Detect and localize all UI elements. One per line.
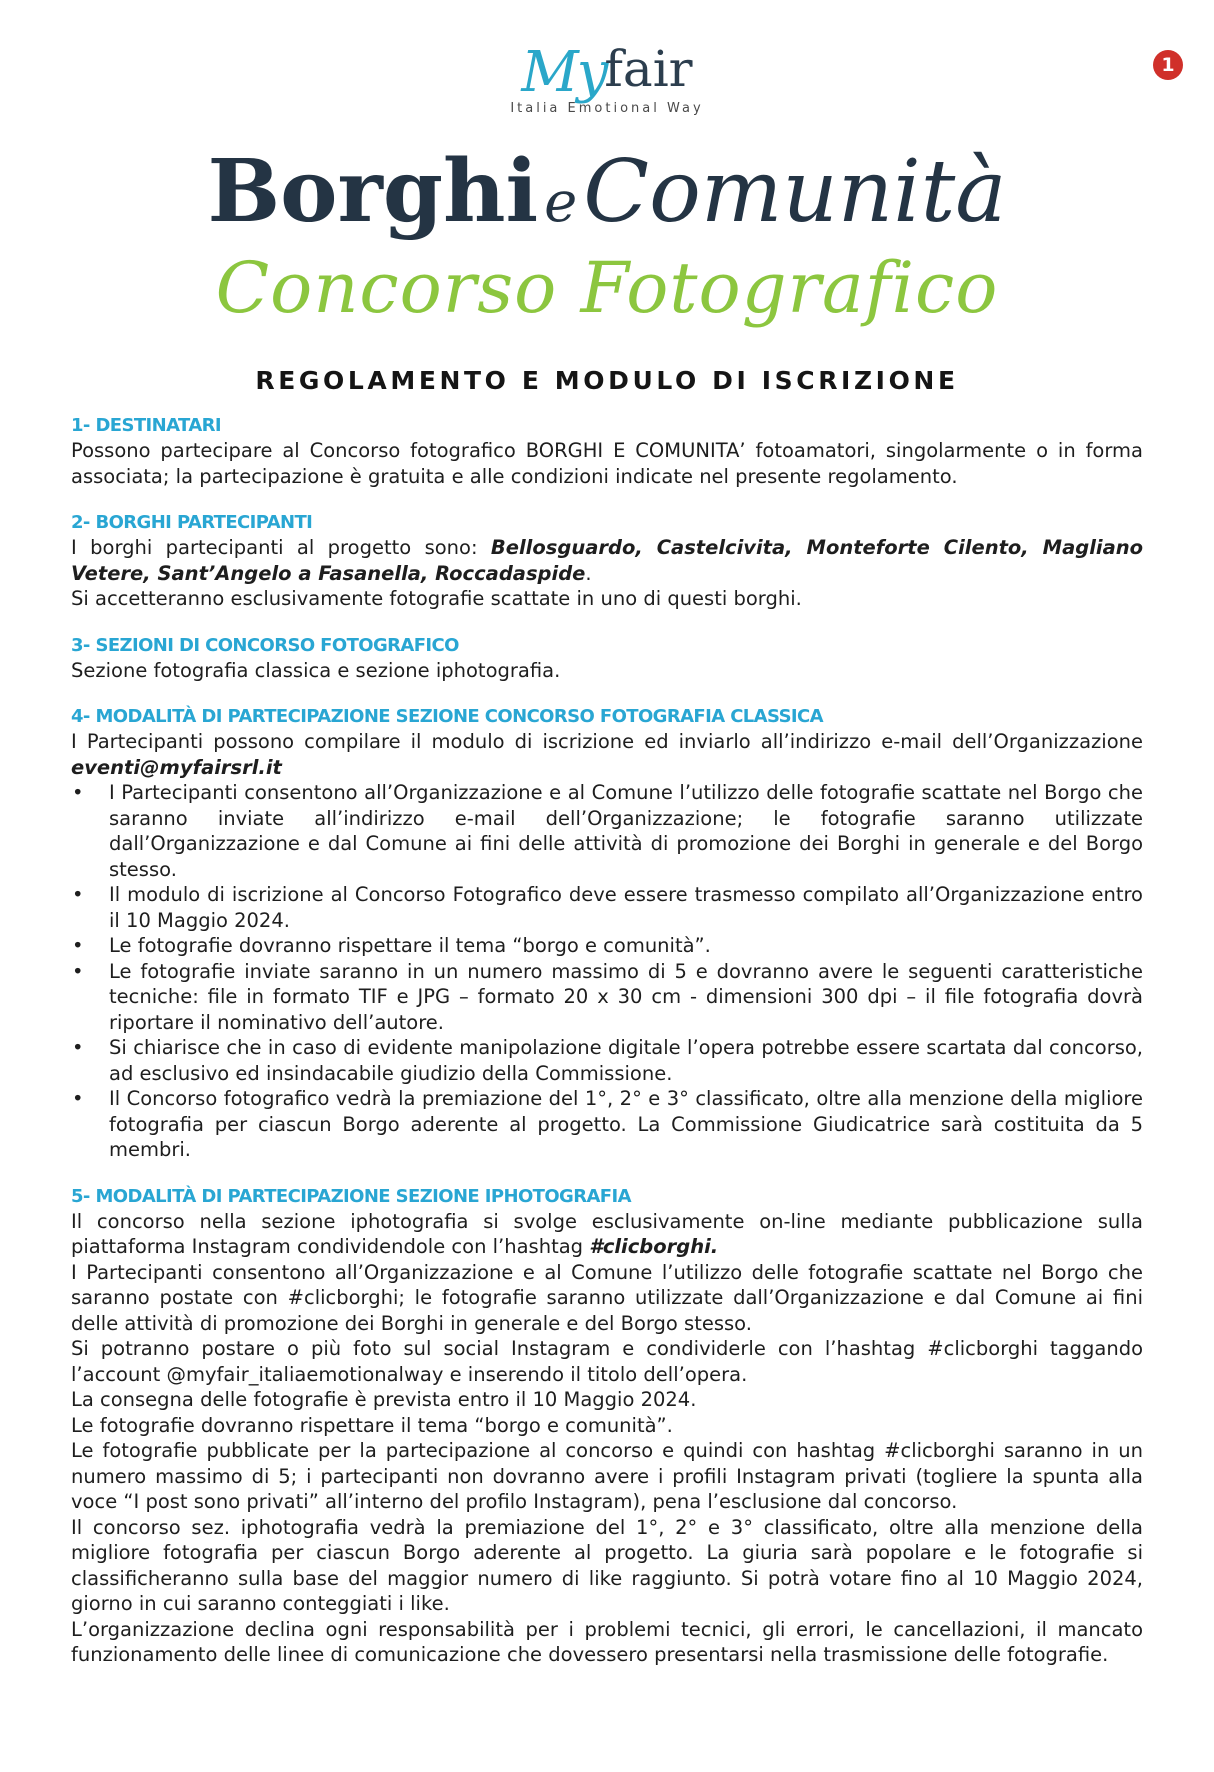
- section-text: Sezione fotografia classica e sezione iphotografia.: [71, 658, 561, 682]
- document-heading: REGOLAMENTO E MODULO DI ISCRIZIONE: [255, 366, 959, 395]
- section-heading: 5- MODALITÀ DI PARTECIPAZIONE SEZIONE IPHOTOGRAFIA: [71, 1185, 631, 1207]
- section-text: [71, 729, 1143, 780]
- logo-fair-text: fair: [604, 40, 693, 98]
- section-heading: 3- SEZIONI DI CONCORSO FOTOGRAFICO: [71, 634, 459, 656]
- section-text: [71, 1209, 1143, 1260]
- borghi-intro: I borghi partecipanti al progetto sono:: [71, 536, 491, 559]
- rule-item: • Il Concorso fotografico vedrà la premiazione del 1°, 2° e 3° classificato, oltre alla menzione della migliore fotografia per ciascun Borgo aderente al progetto. La Commissione Giudicatrice sarà costituita da 5 membri.: [71, 1086, 1143, 1163]
- title-borghi: Borghi: [207, 141, 539, 242]
- rule-item: • Le fotografie inviate saranno in un numero massimo di 5 e dovranno avere le seguenti caratteristiche tecniche: file in formato TIF e JPG – formato 20 x 30 cm - dimensioni 300 dpi – il file fotografia dovrà riportare il nominativo dell’autore.: [71, 959, 1143, 1036]
- section-text: Si accetteranno esclusivamente fotografie scattate in uno di questi borghi.: [71, 587, 802, 610]
- rule-item: • Le fotografie dovranno rispettare il tema “borgo e comunità”.: [71, 933, 1143, 959]
- section-heading: 1- DESTINATARI: [71, 415, 222, 436]
- page-number-badge: 1: [1153, 50, 1183, 80]
- borghi-end: .: [585, 561, 592, 585]
- organization-email-link[interactable]: eventi@myfairsrl.it: [71, 755, 282, 779]
- section-text: Il concorso sez. iphotografia vedrà la premiazione del 1°, 2° e 3° classificato, oltre alla menzione della migliore fotografia per ciascun Borgo aderente al progetto. La giuria sarà popolare e le fotografie si classificheranno sulla base del maggior numero di like raggiunto. Si potrà votare fino al 10 Maggio 2024, giorno in cui saranno conteggiati i like.: [71, 1515, 1143, 1615]
- logo-my-text: My: [521, 40, 607, 105]
- section-text: [71, 535, 1143, 586]
- rule-item: • Si chiarisce che in caso di evidente manipolazione digitale l’opera potrebbe essere scartata dal concorso, ad esclusivo ed insindacabile giudizio della Commissione.: [71, 1035, 1143, 1086]
- borghi-list: Bellosguardo, Castelcivita, Monteforte Cilento, Magliano Vetere, Sant’Angelo a Fasanella, Roccadaspide: [71, 536, 1144, 585]
- section-fotografia-classica: [71, 704, 1143, 1163]
- title-conjunction: e: [544, 170, 578, 235]
- rule-item: • Il modulo di iscrizione al Concorso Fotografico deve essere trasmesso compilato all’Organizzazione entro il 10 Maggio 2024.: [71, 882, 1143, 933]
- section-destinatari: [71, 413, 1143, 489]
- iphoto-intro: Il concorso nella sezione iphotografia si svolge esclusivamente on-line mediante pubblicazione sulla piattaforma Instagram condividendole con l’hashtag: [71, 1209, 1143, 1258]
- section-heading: 2- BORGHI PARTECIPANTI: [71, 512, 313, 533]
- page-subtitle: Concorso Fotografico: [215, 247, 999, 329]
- hashtag: #clicborghi.: [589, 1235, 719, 1258]
- logo-tagline: Italia Emotional Way: [510, 101, 704, 116]
- document-body: [71, 413, 1143, 1689]
- rule-item: • I Partecipanti consentono all’Organizzazione e al Comune l’utilizzo delle fotografie scattate nel Borgo che saranno inviate all’indirizzo e-mail dell’Organizzazione; le fotografie saranno utilizzate dall’Organizzazione e dal Comune ai fini delle attività di promozione dei Borghi in generale e del Borgo stesso.: [71, 780, 1143, 882]
- section-text: Si potranno postare o più foto sul social Instagram e condividerle con l’hashtag #clicborghi taggando l’account @myfair_italiaemotionalway e inserendo il titolo dell’opera.: [71, 1337, 1143, 1386]
- section-text: Le fotografie pubblicate per la partecipazione al concorso e quindi con hashtag #clicborghi saranno in un numero massimo di 5; i partecipanti non dovranno avere i profili Instagram privati (togliere la spunta alla voce “I post sono privati” all’interno del profilo Instagram), pena l’esclusione dal concorso.: [71, 1439, 1143, 1513]
- classica-intro: I Partecipanti possono compilare il modulo di iscrizione ed inviarlo all’indirizzo e-mail dell’Organizzazione: [71, 730, 1143, 753]
- section-borghi-partecipanti: [71, 510, 1143, 612]
- section-iphotografia: [71, 1184, 1143, 1668]
- myfair-logo: [0, 40, 1214, 120]
- rules-list: [71, 780, 1143, 1163]
- section-text: La consegna delle fotografie è prevista entro il 10 Maggio 2024.: [71, 1388, 697, 1411]
- section-sezioni-concorso: [71, 633, 1143, 684]
- section-text: Possono partecipare al Concorso fotografico BORGHI E COMUNITA’ fotoamatori, singolarmente o in forma associata; la partecipazione è gratuita e alle condizioni indicate nel presente regolamento.: [71, 439, 1143, 488]
- page-title: [0, 142, 1214, 253]
- section-heading: 4- MODALITÀ DI PARTECIPAZIONE SEZIONE CONCORSO FOTOGRAFIA CLASSICA: [71, 706, 823, 727]
- section-text: Le fotografie dovranno rispettare il tema “borgo e comunità”.: [71, 1413, 673, 1437]
- section-text: I Partecipanti consentono all’Organizzazione e al Comune l’utilizzo delle fotografie scattate nel Borgo che saranno postate con #clicborghi; le fotografie saranno utilizzate dall’Organizzazione e dal Comune ai fini delle attività di promozione dei Borghi in generale e del Borgo stesso.: [71, 1260, 1143, 1335]
- title-comunita: Comunità: [583, 142, 1007, 242]
- section-text: L’organizzazione declina ogni responsabilità per i problemi tecnici, gli errori, le cancellazioni, il mancato funzionamento delle linee di comunicazione che dovessero presentarsi nella trasmissione delle fotografie.: [71, 1617, 1143, 1666]
